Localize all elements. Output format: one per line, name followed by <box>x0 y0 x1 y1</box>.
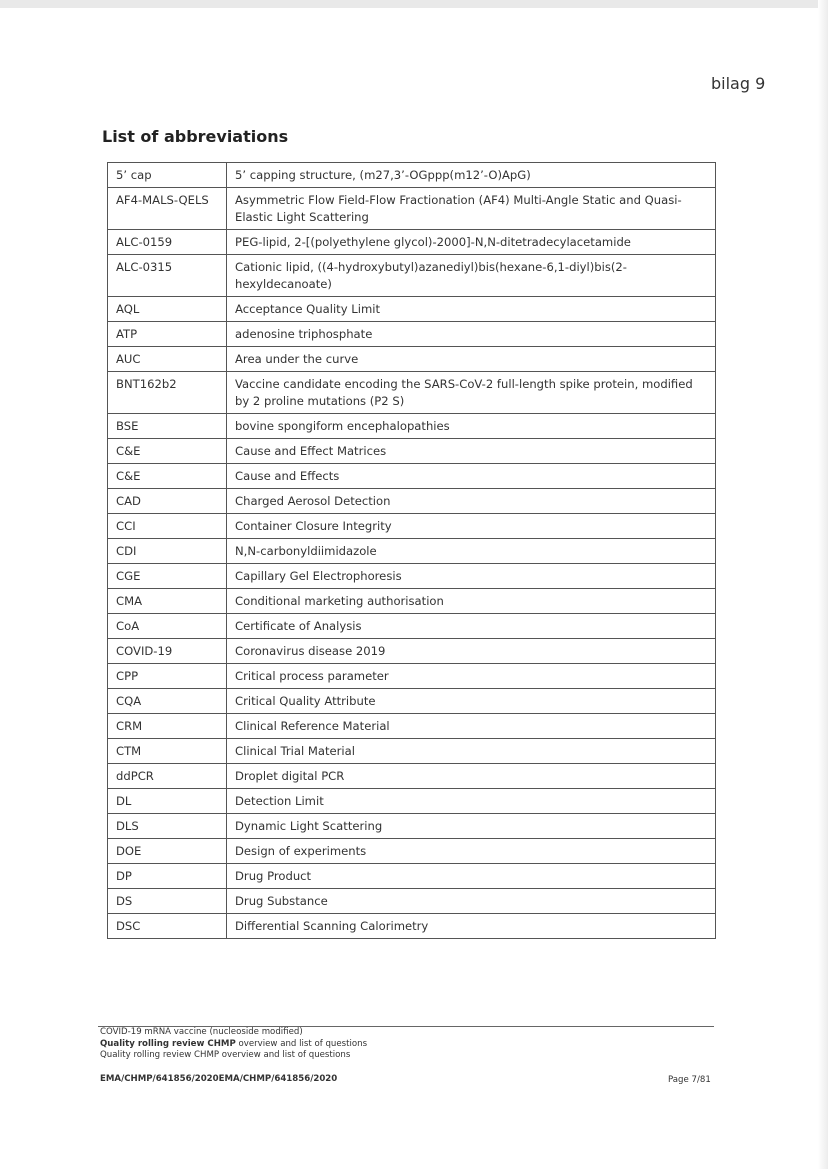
abbreviation-term: BSE <box>108 414 227 439</box>
table-row <box>108 789 716 814</box>
abbreviation-term: CoA <box>108 614 227 639</box>
abbreviation-definition: Coronavirus disease 2019 <box>227 639 716 664</box>
document-reference: EMA/CHMP/641856/2020EMA/CHMP/641856/2020 <box>100 1074 338 1084</box>
page-title: List of abbreviations <box>102 127 289 146</box>
abbreviation-definition: N,N-carbonyldiimidazole <box>227 539 716 564</box>
handwritten-stamp: bilag 9 <box>711 74 766 93</box>
abbreviation-term: C&E <box>108 464 227 489</box>
table-row <box>108 539 716 564</box>
table-row <box>108 864 716 889</box>
table-row <box>108 188 716 230</box>
abbreviation-term: DSC <box>108 914 227 939</box>
abbreviations-table-body <box>108 163 716 939</box>
abbreviation-term: ATP <box>108 322 227 347</box>
abbreviation-definition: Certificate of Analysis <box>227 614 716 639</box>
abbreviation-term: DLS <box>108 814 227 839</box>
abbreviation-term: AQL <box>108 297 227 322</box>
table-row <box>108 889 716 914</box>
table-row <box>108 464 716 489</box>
table-row <box>108 689 716 714</box>
abbreviation-definition: PEG-lipid, 2-[(polyethylene glycol)-2000]-N,N-ditetradecylacetamide <box>227 230 716 255</box>
abbreviation-definition: Container Closure Integrity <box>227 514 716 539</box>
abbreviation-term: CRM <box>108 714 227 739</box>
scan-edge-right <box>818 0 828 1169</box>
table-row <box>108 614 716 639</box>
abbreviations-table <box>107 162 716 939</box>
abbreviation-definition: Area under the curve <box>227 347 716 372</box>
table-row <box>108 322 716 347</box>
page-number: Page 7/81 <box>668 1075 711 1085</box>
abbreviation-term: DP <box>108 864 227 889</box>
abbreviation-term: 5’ cap <box>108 163 227 188</box>
abbreviation-definition: Differential Scanning Calorimetry <box>227 914 716 939</box>
table-row <box>108 839 716 864</box>
abbreviation-term: AUC <box>108 347 227 372</box>
abbreviation-term: AF4-MALS-QELS <box>108 188 227 230</box>
footer <box>100 1027 367 1062</box>
table-row <box>108 714 716 739</box>
abbreviation-definition: Capillary Gel Electrophoresis <box>227 564 716 589</box>
abbreviation-definition: Drug Product <box>227 864 716 889</box>
table-row <box>108 764 716 789</box>
abbreviation-definition: Critical Quality Attribute <box>227 689 716 714</box>
abbreviation-definition: Conditional marketing authorisation <box>227 589 716 614</box>
table-row <box>108 230 716 255</box>
abbreviation-definition: bovine spongiform encephalopathies <box>227 414 716 439</box>
abbreviation-definition: Drug Substance <box>227 889 716 914</box>
abbreviation-term: CGE <box>108 564 227 589</box>
abbreviation-term: ALC-0159 <box>108 230 227 255</box>
abbreviation-definition: Vaccine candidate encoding the SARS-CoV-2 full-length spike protein, modified by 2 proline mutations (P2 S) <box>227 372 716 414</box>
table-row <box>108 739 716 764</box>
abbreviation-definition: Design of experiments <box>227 839 716 864</box>
footer-line-2 <box>100 1039 367 1051</box>
abbreviation-definition: Clinical Reference Material <box>227 714 716 739</box>
abbreviation-definition: Clinical Trial Material <box>227 739 716 764</box>
abbreviation-term: CTM <box>108 739 227 764</box>
table-row <box>108 297 716 322</box>
table-row <box>108 639 716 664</box>
abbreviation-term: DOE <box>108 839 227 864</box>
abbreviation-term: CMA <box>108 589 227 614</box>
table-row <box>108 514 716 539</box>
abbreviation-term: ALC-0315 <box>108 255 227 297</box>
abbreviation-definition: Cause and Effect Matrices <box>227 439 716 464</box>
abbreviation-term: CAD <box>108 489 227 514</box>
abbreviation-definition: Cationic lipid, ((4-hydroxybutyl)azanediyl)bis(hexane-6,1-diyl)bis(2-hexyldecanoate) <box>227 255 716 297</box>
footer-line-2-bold: Quality rolling review CHMP <box>100 1038 236 1049</box>
table-row <box>108 163 716 188</box>
table-row <box>108 489 716 514</box>
abbreviation-definition: Droplet digital PCR <box>227 764 716 789</box>
table-row <box>108 255 716 297</box>
abbreviation-term: BNT162b2 <box>108 372 227 414</box>
abbreviation-definition: Acceptance Quality Limit <box>227 297 716 322</box>
footer-line-3: Quality rolling review CHMP overview and list of questions <box>100 1050 351 1060</box>
abbreviation-definition: Cause and Effects <box>227 464 716 489</box>
table-row <box>108 589 716 614</box>
abbreviation-term: CCI <box>108 514 227 539</box>
abbreviation-term: COVID-19 <box>108 639 227 664</box>
abbreviation-term: C&E <box>108 439 227 464</box>
table-row <box>108 439 716 464</box>
abbreviation-term: CQA <box>108 689 227 714</box>
abbreviation-definition: Critical process parameter <box>227 664 716 689</box>
abbreviation-definition: Charged Aerosol Detection <box>227 489 716 514</box>
table-row <box>108 914 716 939</box>
table-row <box>108 347 716 372</box>
abbreviation-term: DS <box>108 889 227 914</box>
table-row <box>108 664 716 689</box>
abbreviation-definition: adenosine triphosphate <box>227 322 716 347</box>
abbreviation-term: CPP <box>108 664 227 689</box>
table-row <box>108 564 716 589</box>
abbreviation-term: ddPCR <box>108 764 227 789</box>
abbreviation-definition: Detection Limit <box>227 789 716 814</box>
table-row <box>108 814 716 839</box>
abbreviation-definition: Asymmetric Flow Field-Flow Fractionation (AF4) Multi-Angle Static and Quasi-Elastic Light Scattering <box>227 188 716 230</box>
table-row <box>108 372 716 414</box>
abbreviation-definition: Dynamic Light Scattering <box>227 814 716 839</box>
footer-line-1: COVID-19 mRNA vaccine (nucleoside modified) <box>100 1027 303 1037</box>
footer-line-2-rest: overview and list of questions <box>235 1038 368 1049</box>
table-row <box>108 414 716 439</box>
scan-edge-top <box>0 0 828 8</box>
abbreviation-term: CDI <box>108 539 227 564</box>
abbreviation-definition: 5’ capping structure, (m27,3’-OGppp(m12’-O)ApG) <box>227 163 716 188</box>
abbreviation-term: DL <box>108 789 227 814</box>
